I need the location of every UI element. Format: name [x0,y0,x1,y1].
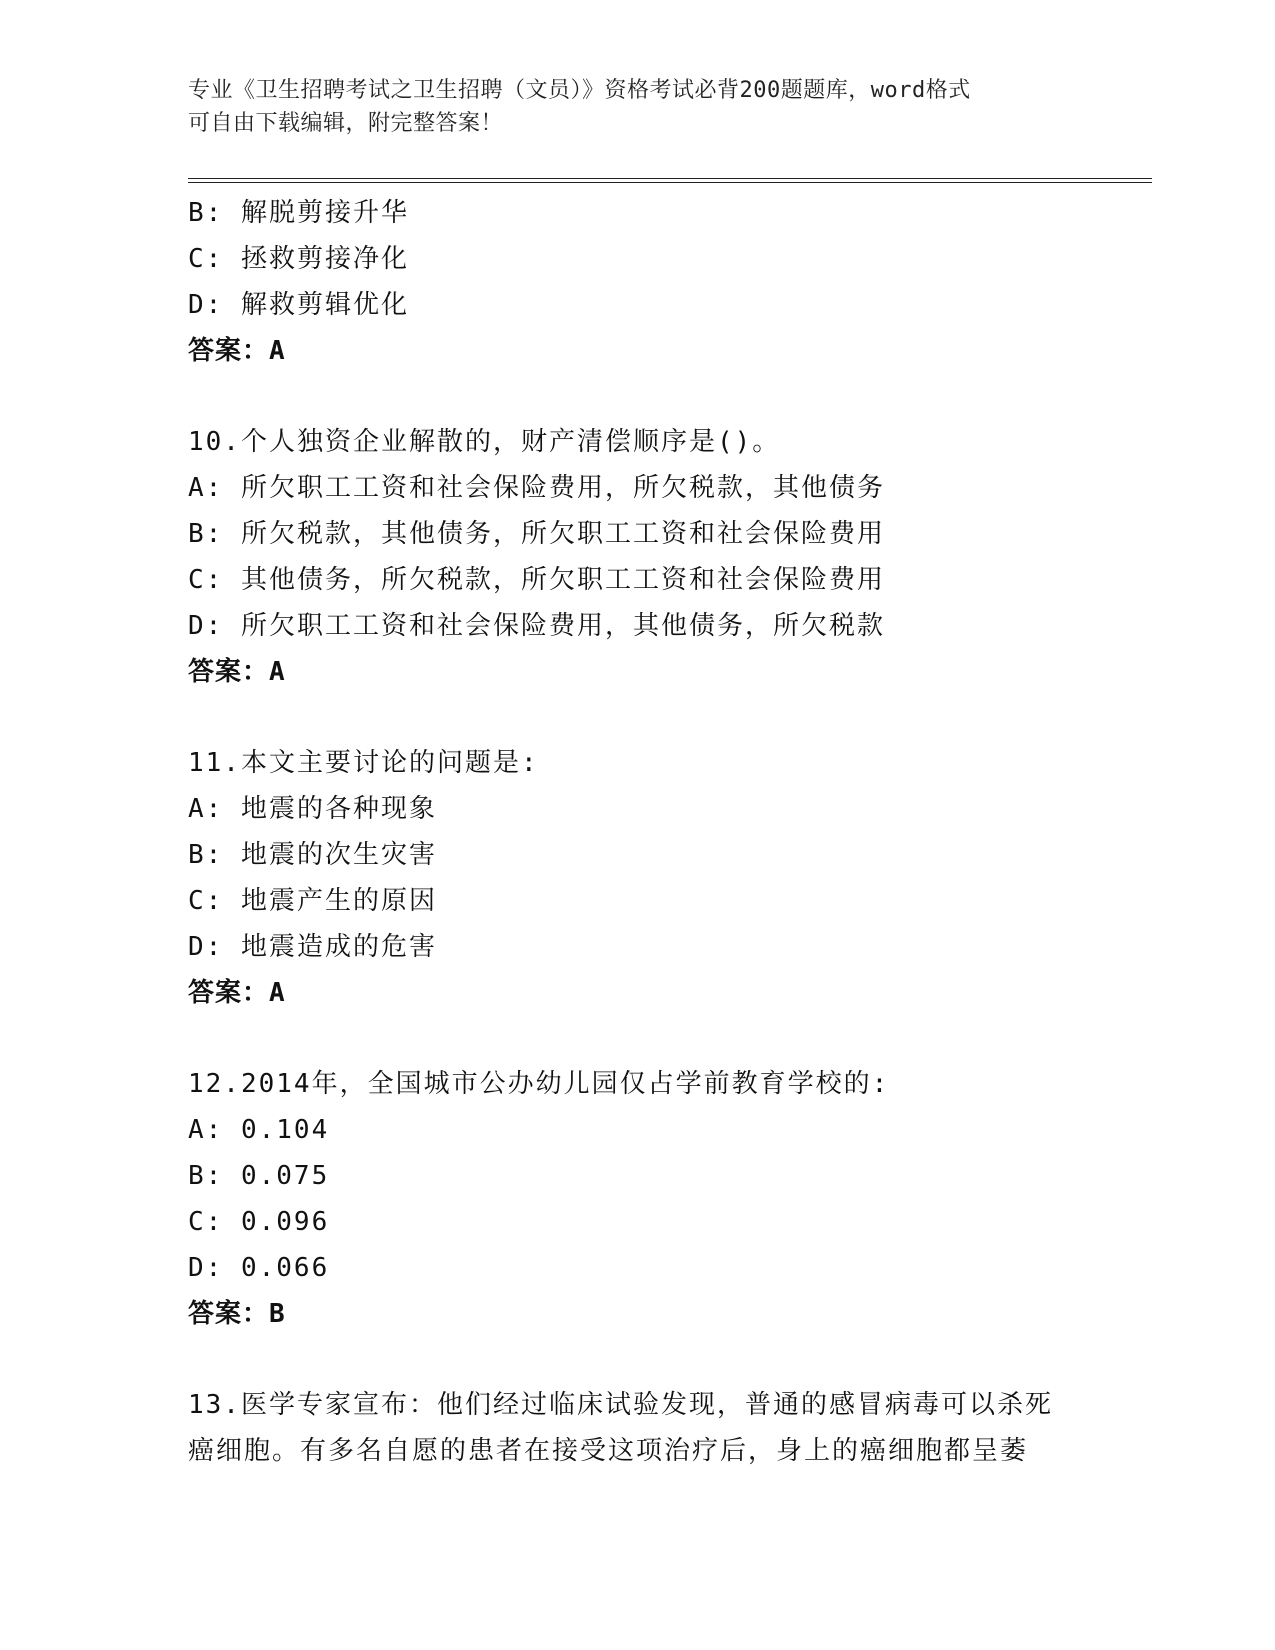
option-c: C: 地震产生的原因 [188,886,437,916]
spacer [188,374,1108,419]
question-stem: 10.个人独资企业解散的，财产清偿顺序是()。 [188,427,781,457]
question-12 [188,1061,1108,1337]
spacer [188,695,1108,740]
option-b: B: 地震的次生灾害 [188,840,437,870]
question-stem: 12.2014年，全国城市公办幼儿园仅占学前教育学校的: [188,1069,890,1099]
option-a: A: 0.104 [188,1115,330,1145]
option-c: C: 0.096 [188,1207,330,1237]
option-d: D: 地震造成的危害 [188,932,437,962]
header-title-line-1: 专业《卫生招聘考试之卫生招聘（文员）》资格考试必背200题题库，word格式 [188,78,971,103]
question-11 [188,740,1108,1016]
question-10 [188,419,1108,695]
option-b: B: 解脱剪接升华 [188,198,409,228]
answer-line: 答案：A [188,657,286,687]
question-13 [188,1382,1108,1474]
question-list [188,190,1108,1474]
answer-line: 答案：A [188,978,286,1008]
document-header [188,74,1088,140]
question-stem-line-1: 13.医学专家宣布：他们经过临床试验发现，普通的感冒病毒可以杀死 [188,1390,1053,1420]
spacer [188,1337,1108,1382]
option-c: C: 拯救剪接净化 [188,244,409,274]
answer-line: 答案：B [188,1299,286,1329]
header-title-line-2: 可自由下载编辑，附完整答案！ [188,111,504,136]
header-divider-bottom [188,182,1152,183]
option-d: D: 解救剪辑优化 [188,290,409,320]
header-divider-top [188,178,1152,179]
option-b: B: 0.075 [188,1161,330,1191]
option-d: D: 0.066 [188,1253,330,1283]
question-stem-line-2: 癌细胞。有多名自愿的患者在接受这项治疗后，身上的癌细胞都呈萎 [188,1436,1029,1466]
answer-line: 答案：A [188,336,286,366]
option-c: C: 其他债务，所欠税款，所欠职工工资和社会保险费用 [188,565,885,595]
option-a: A: 所欠职工工资和社会保险费用，所欠税款，其他债务 [188,473,885,503]
spacer [188,1016,1108,1061]
option-b: B: 所欠税款，其他债务，所欠职工工资和社会保险费用 [188,519,885,549]
option-d: D: 所欠职工工资和社会保险费用，其他债务，所欠税款 [188,611,885,641]
question-stem: 11.本文主要讨论的问题是: [188,748,539,778]
question-carryover [188,190,1108,374]
option-a: A: 地震的各种现象 [188,794,437,824]
